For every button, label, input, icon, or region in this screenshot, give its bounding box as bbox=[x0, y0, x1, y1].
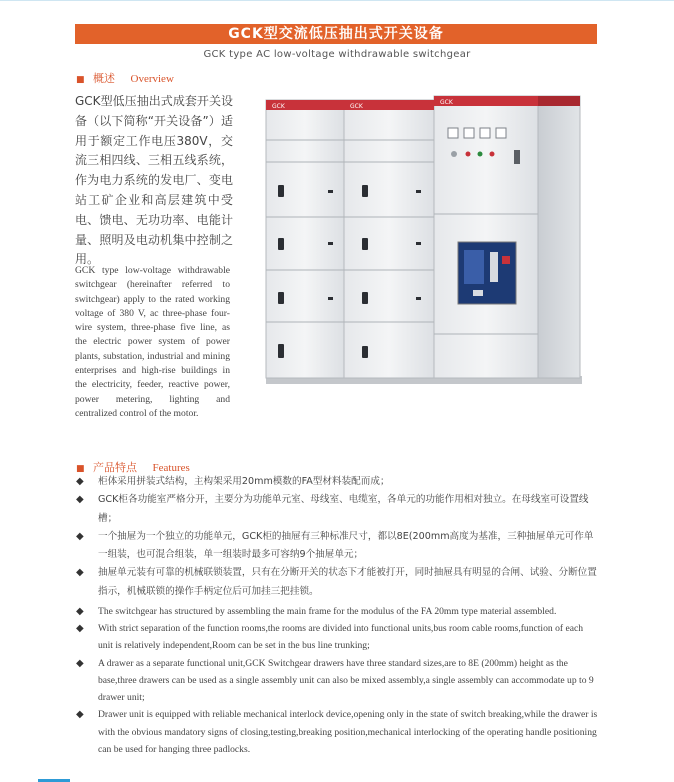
features-list bbox=[76, 473, 598, 758]
diamond-bullet-icon: ◆ bbox=[76, 567, 84, 579]
features-heading-en: Features bbox=[152, 462, 190, 474]
overview-text-zh: GCK型低压抽出式成套开关设备（以下简称“开关设备”）适用于额定工作电压380V，交流三相四线、三相五线系统，作为电力系统的发电厂、变电站工矿企业和高层建筑中受电、馈电、无功功率、电能计量、照明及电动机集中控制之用。 bbox=[75, 94, 233, 267]
square-bullet-icon: ■ bbox=[76, 464, 85, 474]
overview-heading-en: Overview bbox=[130, 73, 174, 85]
list-item: ◆ 一个抽屉为一个独立的功能单元，GCK柜的抽屉有三种标准尺寸，都以8E(200mm高度为基准，三种抽屉单元可作单一组装，也可混合组装，单一组装时最多可容纳9个抽屉单元； bbox=[76, 528, 598, 565]
list-item: ◆ 柜体采用拼装式结构，主构架采用20mm模数的FA型材料装配而成； bbox=[76, 473, 598, 491]
list-item: ◆ With strict separation of the function rooms,the rooms are divided into functional units,bus room cable rooms,function of each unit is relatively independent,Room can be set in the bus line trunking; bbox=[76, 620, 598, 654]
cabinet-label: GCK bbox=[272, 103, 285, 110]
diamond-bullet-icon: ◆ bbox=[76, 530, 84, 542]
list-item: ◆ A drawer as a separate functional unit,GCK Switchgear drawers have three standard sizes,are to 8E (200mm) height as the base,three drawers can be used as a single assembly unit can also be mixed assembly,a single assembly can accommodate up to 9 drawer unit; bbox=[76, 655, 598, 707]
page-subtitle: GCK type AC low-voltage withdrawable switchgear bbox=[203, 49, 471, 60]
switchgear-cabinet-photo bbox=[258, 92, 590, 392]
diamond-bullet-icon: ◆ bbox=[76, 623, 84, 635]
square-bullet-icon: ■ bbox=[76, 75, 85, 85]
list-item: ◆ The switchgear has structured by assembling the main frame for the modulus of the FA 20mm type material assembled. bbox=[76, 603, 598, 620]
diamond-bullet-icon: ◆ bbox=[76, 476, 84, 487]
list-item: ◆ GCK柜各功能室严格分开，主要分为功能单元室、母线室、电缆室，各单元的功能作用相对独立。在母线室可设置线槽； bbox=[76, 491, 598, 528]
features-heading-zh: 产品特点 bbox=[93, 461, 138, 474]
list-item: ◆ Drawer unit is equipped with reliable mechanical interlock device,opening only in the state of switch breaking,while the drawer is with the obvious mandatory signs of closing,testing,breaking position,mechanical interlocking of the operating handle positioning can be used for hanging three padlocks. bbox=[76, 706, 598, 758]
overview-text-en: GCK type low-voltage withdrawable switchgear (hereinafter referred to switchgear) apply to the rated working voltage of 380 V, ac three-phase four-wire system, three-phase five line, as the electric power system of power plants, substation, industrial and mining enterprises and high-rise buildings in the electricity, feeder, reactive power, power metering, lighting and centralized control of the motor. bbox=[75, 265, 230, 419]
overview-heading bbox=[76, 70, 174, 86]
list-item: ◆ 抽屉单元装有可靠的机械联锁装置，只有在分断开关的状态下才能被打开，同时抽屉具有明显的合闸、试验、分断位置指示，机械联锁的操作手柄定位后可加挂三把挂锁。 bbox=[76, 564, 598, 601]
top-rule bbox=[0, 0, 674, 1]
diamond-bullet-icon: ◆ bbox=[76, 494, 84, 506]
diamond-bullet-icon: ◆ bbox=[76, 657, 84, 669]
cabinet-label: GCK bbox=[350, 103, 363, 110]
diamond-bullet-icon: ◆ bbox=[76, 606, 84, 618]
cabinet-label: GCK bbox=[440, 99, 453, 106]
page-title: GCK型交流低压抽出式开关设备 bbox=[75, 24, 597, 44]
diamond-bullet-icon: ◆ bbox=[76, 709, 84, 721]
overview-heading-zh: 概述 bbox=[93, 72, 116, 85]
